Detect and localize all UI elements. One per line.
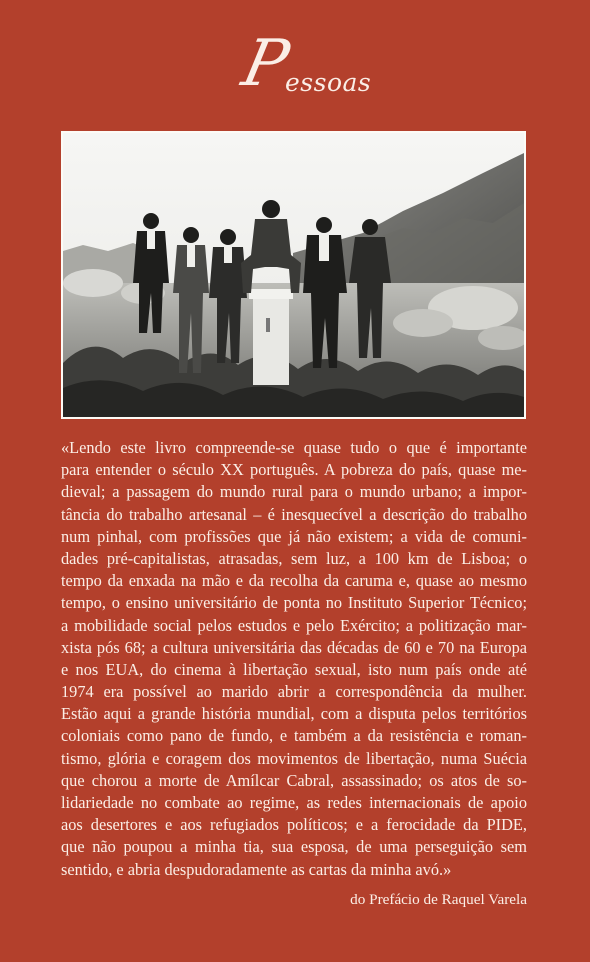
quote-line: para entender o século XX português. A pobreza do país, quase me-: [61, 460, 527, 480]
quote-line: lidariedade no combate ao regime, as redes internacionais de apoio: [61, 793, 527, 812]
preface-quote: [61, 437, 527, 881]
quote-line: «Lendo este livro compreende-se quase tudo o que é importante: [61, 438, 527, 457]
quote-line: aos desertores e aos refugiados políticos; e a ferocidade da PIDE,: [61, 815, 527, 835]
cover-photo-image: [63, 133, 524, 417]
quote-line: xista pós 68; a cultura universitária das décadas de 60 e 70 na Europa: [61, 637, 527, 657]
series-title-initial: P: [236, 27, 293, 101]
quote-line: tempo da enxada na mão e da recolha da caruma e, quase ao mesmo: [61, 571, 527, 591]
series-title: [0, 27, 590, 116]
quote-line: 1974 era possível ao marido abrir a correspondência da mulher.: [61, 682, 527, 702]
series-title-rest: essoas: [285, 68, 372, 97]
quote-line: a mobilidade social pelos estudos e pelo Exército; a politização mar-: [61, 615, 527, 635]
quote-line: dieval; a passagem do mundo rural para o mundo urbano; a impor-: [61, 482, 527, 502]
quote-attribution: do Prefácio de Raquel Varela: [350, 891, 527, 908]
quote-line: que não poupou a minha tia, sua esposa, de uma perseguição sem: [61, 837, 527, 857]
cover-photo: [61, 131, 526, 419]
quote-line: Estão aqui a grande história mundial, com a disputa pelos territórios: [61, 704, 527, 724]
quote-line: num pinhal, com profissões que já não existem; a vida de comuni-: [61, 526, 527, 546]
quote-line: e nos EUA, do cinema à libertação sexual, isto num país onde até: [61, 659, 527, 679]
quote-line: tismo, glória e coragem dos movimentos de libertação, numa Suécia: [61, 748, 527, 768]
quote-line: coloniais como pano de fundo, e também a da resistência e roman-: [61, 726, 527, 746]
quote-line: que chorou a morte de Amílcar Cabral, assassinado; os atos de so-: [61, 770, 527, 790]
quote-line: sentido, e abria despudoradamente as cartas da minha avó.»: [61, 859, 452, 879]
quote-line: tância do trabalho artesanal – é inesquecível a descrição do trabalho: [61, 504, 527, 524]
quote-line: dades pré-capitalistas, atrasadas, sem luz, a 100 km de Lisboa; o: [61, 548, 527, 568]
quote-line: tempo, o ensino universitário de ponta no Instituto Superior Técnico;: [61, 593, 527, 613]
